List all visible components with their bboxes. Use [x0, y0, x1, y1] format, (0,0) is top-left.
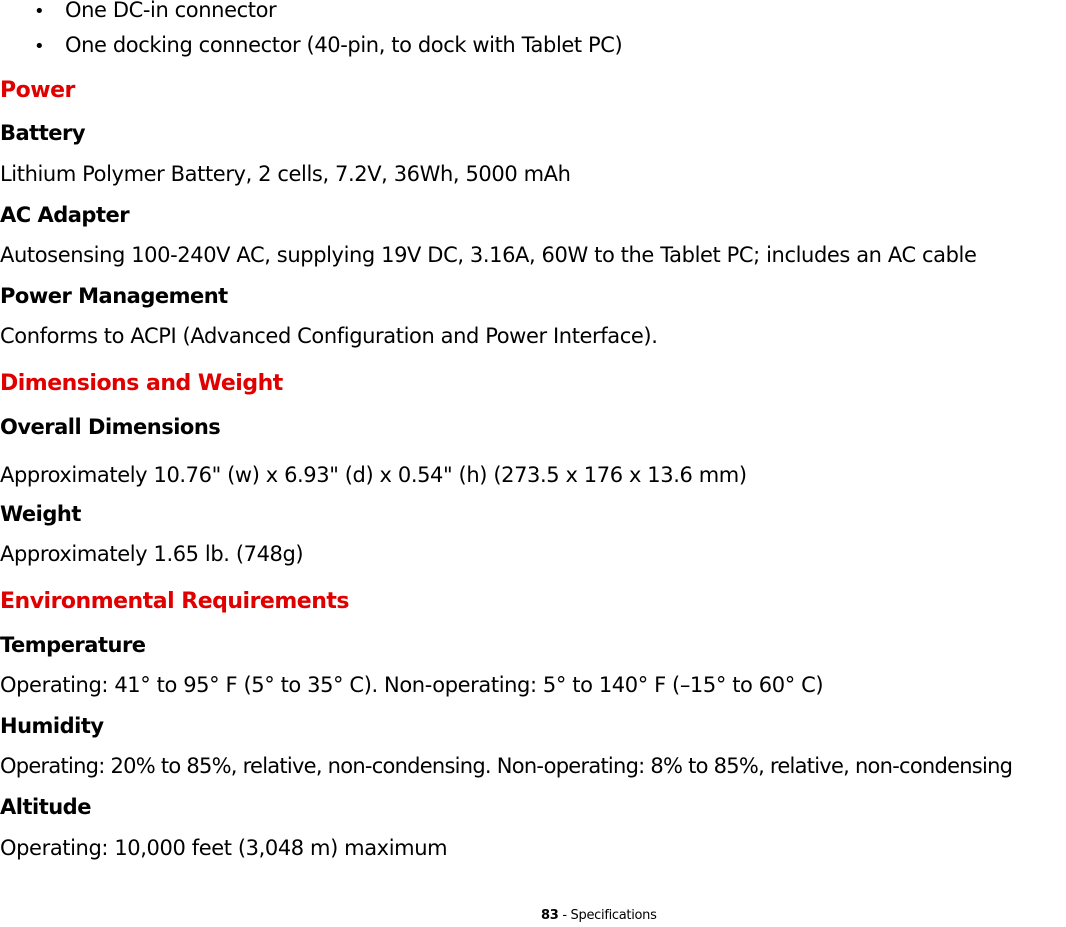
temperature-text: Operating: 41° to 95° F (5° to 35° C). Non-operating: 5° to 140° F (–15° to 60° C) [0, 673, 824, 697]
altitude-text: Operating: 10,000 feet (3,048 m) maximum [0, 836, 448, 860]
ac-adapter-text: Autosensing 100-240V AC, supplying 19V DC, 3.16A, 60W to the Tablet PC; includes an AC cable [0, 243, 977, 267]
bullet-icon: • [34, 36, 45, 57]
subheading-altitude: Altitude [0, 795, 91, 819]
section-heading-power: Power [0, 78, 75, 103]
humidity-text: Operating: 20% to 85%, relative, non-condensing. Non-operating: 8% to 85%, relative, non-condensing [0, 754, 1013, 778]
bullet-icon: • [34, 1, 45, 22]
bullet-item-dc-in [34, 0, 276, 21]
battery-text: Lithium Polymer Battery, 2 cells, 7.2V, 36Wh, 5000 mAh [0, 162, 571, 186]
subheading-ac-adapter: AC Adapter [0, 203, 130, 227]
footer-section-name: - Specifications [558, 908, 657, 923]
power-management-text: Conforms to ACPI (Advanced Configuration and Power Interface). [0, 324, 658, 348]
bullet-text: One DC-in connector [65, 0, 277, 22]
weight-text: Approximately 1.65 lb. (748g) [0, 542, 304, 566]
bullet-item-docking [34, 35, 622, 56]
subheading-humidity: Humidity [0, 714, 104, 738]
subheading-weight: Weight [0, 502, 81, 526]
page-number: 83 [541, 908, 559, 923]
page-footer [541, 909, 657, 922]
subheading-temperature: Temperature [0, 633, 146, 657]
bullet-text: One docking connector (40-pin, to dock with Tablet PC) [65, 33, 623, 57]
overall-dimensions-text: Approximately 10.76" (w) x 6.93" (d) x 0.54" (h) (273.5 x 176 x 13.6 mm) [0, 463, 747, 487]
subheading-battery: Battery [0, 121, 86, 145]
subheading-power-management: Power Management [0, 284, 228, 308]
section-heading-environmental: Environmental Requirements [0, 589, 349, 614]
subheading-overall-dimensions: Overall Dimensions [0, 415, 221, 439]
section-heading-dimensions: Dimensions and Weight [0, 371, 283, 396]
